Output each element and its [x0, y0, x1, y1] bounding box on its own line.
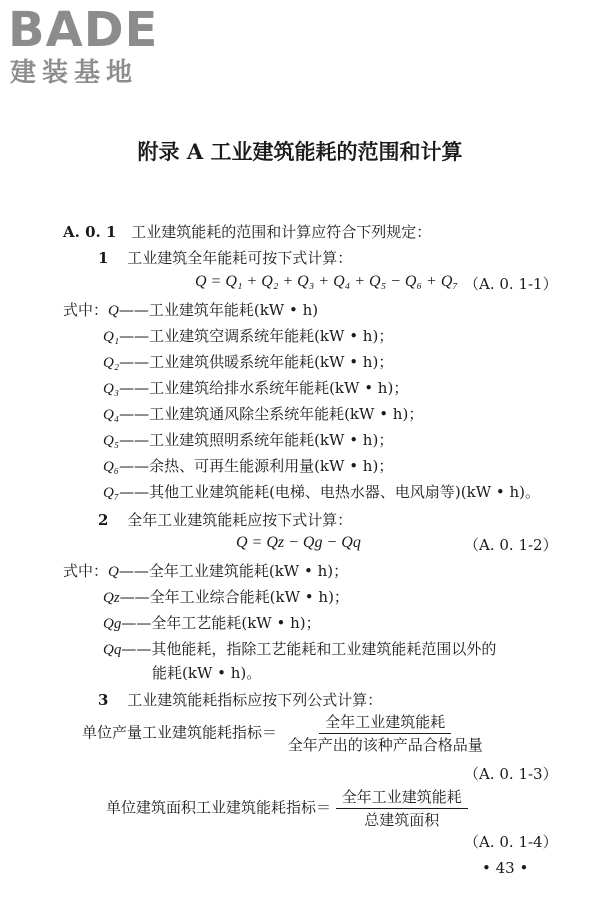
def-text: ——余热、可再生能源利用量(kW • h)；: [119, 457, 394, 475]
formula-2-lhs: 单位建筑面积工业建筑能耗指标＝: [106, 798, 332, 817]
logo-wordmark: BADE: [8, 2, 159, 58]
def-text: ——全年工业综合能耗(kW • h)；: [119, 588, 349, 606]
def-symbol: Q₇: [103, 485, 120, 501]
item1-text: 工业建筑全年能耗可按下式计算：: [127, 249, 353, 267]
def-text: ——工业建筑照明系统年能耗(kW • h)；: [119, 431, 394, 449]
item2-number: 2: [98, 511, 109, 529]
where-label: 式中：: [63, 562, 109, 580]
formula-1-denominator: 全年产出的该种产品合格品量: [287, 736, 483, 754]
def-text: ——工业建筑供暖系统年能耗(kW • h)；: [119, 353, 394, 371]
formula-1: [82, 713, 489, 754]
def-row: [103, 456, 393, 477]
equation-2: Q = Qz − Qg − Qq: [236, 534, 361, 551]
def-row: [103, 352, 393, 373]
item2-text: 全年工业建筑能耗应按下式计算：: [127, 511, 353, 529]
def-symbol: Q₅: [103, 433, 120, 449]
equation-2-number: （A. 0. 1-2）: [464, 536, 558, 554]
def-continuation: 能耗(kW • h)。: [152, 664, 262, 682]
clause-number: A. 0. 1: [63, 223, 117, 241]
def-text: ——工业建筑通风除尘系统年能耗(kW • h)；: [119, 405, 424, 423]
def-text: ——全年工业建筑能耗(kW • h)；: [118, 562, 349, 580]
formula-1-fraction: [282, 713, 489, 754]
where-label: 式中：: [63, 301, 109, 319]
def-symbol: Q₃: [103, 381, 120, 397]
def-symbol: Q₁: [103, 329, 120, 345]
item2-header: [98, 510, 352, 530]
def-text: ——其他工业建筑能耗(电梯、电热水器、电风扇等)(kW • h)。: [119, 483, 541, 501]
clause-header: [63, 222, 431, 242]
item1-where: [63, 300, 318, 321]
page-number: • 43 •: [482, 859, 529, 877]
equation-1: Q = Q₁ + Q₂ + Q₃ + Q₄ + Q₅ − Q₆ + Q₇: [195, 273, 458, 290]
def-row: [103, 613, 321, 634]
formula-2-denominator: 总建筑面积: [364, 811, 440, 829]
def-symbol: Qg: [103, 616, 122, 632]
formula-2-numerator: 全年工业建筑能耗: [336, 788, 468, 809]
def-row: [103, 378, 408, 399]
def-symbol: Q₆: [103, 459, 120, 475]
item2-where: [63, 561, 348, 582]
def-text: ——工业建筑给排水系统年能耗(kW • h)；: [119, 379, 409, 397]
def-text: ——全年工艺能耗(kW • h)；: [121, 614, 321, 632]
page-title: 附录 A 工业建筑能耗的范围和计算: [137, 139, 463, 164]
equation-4-number: （A. 0. 1-4）: [464, 833, 558, 851]
def-symbol: Q: [108, 564, 119, 580]
def-row: [103, 404, 423, 425]
item3-number: 3: [98, 691, 109, 709]
clause-text: 工业建筑能耗的范围和计算应符合下列规定：: [131, 223, 432, 241]
def-row: [103, 430, 393, 451]
def-row: [103, 639, 496, 660]
def-symbol: Q₂: [103, 355, 120, 371]
item3-text: 工业建筑能耗指标应按下列公式计算：: [127, 691, 383, 709]
formula-2: [106, 788, 468, 829]
logo-subtitle: 建装基地: [10, 58, 139, 88]
equation-3-number: （A. 0. 1-3）: [464, 765, 558, 783]
item1-number: 1: [98, 249, 109, 267]
formula-1-lhs: 单位产量工业建筑能耗指标＝: [82, 723, 278, 742]
formula-2-fraction: [336, 788, 468, 829]
item1-header: [98, 248, 352, 268]
equation-1-number: （A. 0. 1-1）: [464, 275, 558, 293]
def-row: [103, 326, 393, 347]
def-symbol: Qz: [103, 590, 120, 606]
def-text: ——其他能耗，指除工艺能耗和工业建筑能耗范围以外的: [121, 640, 497, 658]
item3-header: [98, 690, 382, 710]
def-text: ——工业建筑年能耗(kW • h): [118, 301, 319, 319]
formula-1-numerator: 全年工业建筑能耗: [319, 713, 451, 734]
def-symbol: Q₄: [103, 407, 120, 423]
def-symbol: Q: [108, 303, 119, 319]
def-row: [103, 482, 540, 503]
def-text: ——工业建筑空调系统年能耗(kW • h)；: [119, 327, 394, 345]
def-row: [103, 587, 349, 608]
def-symbol: Qq: [103, 642, 122, 658]
